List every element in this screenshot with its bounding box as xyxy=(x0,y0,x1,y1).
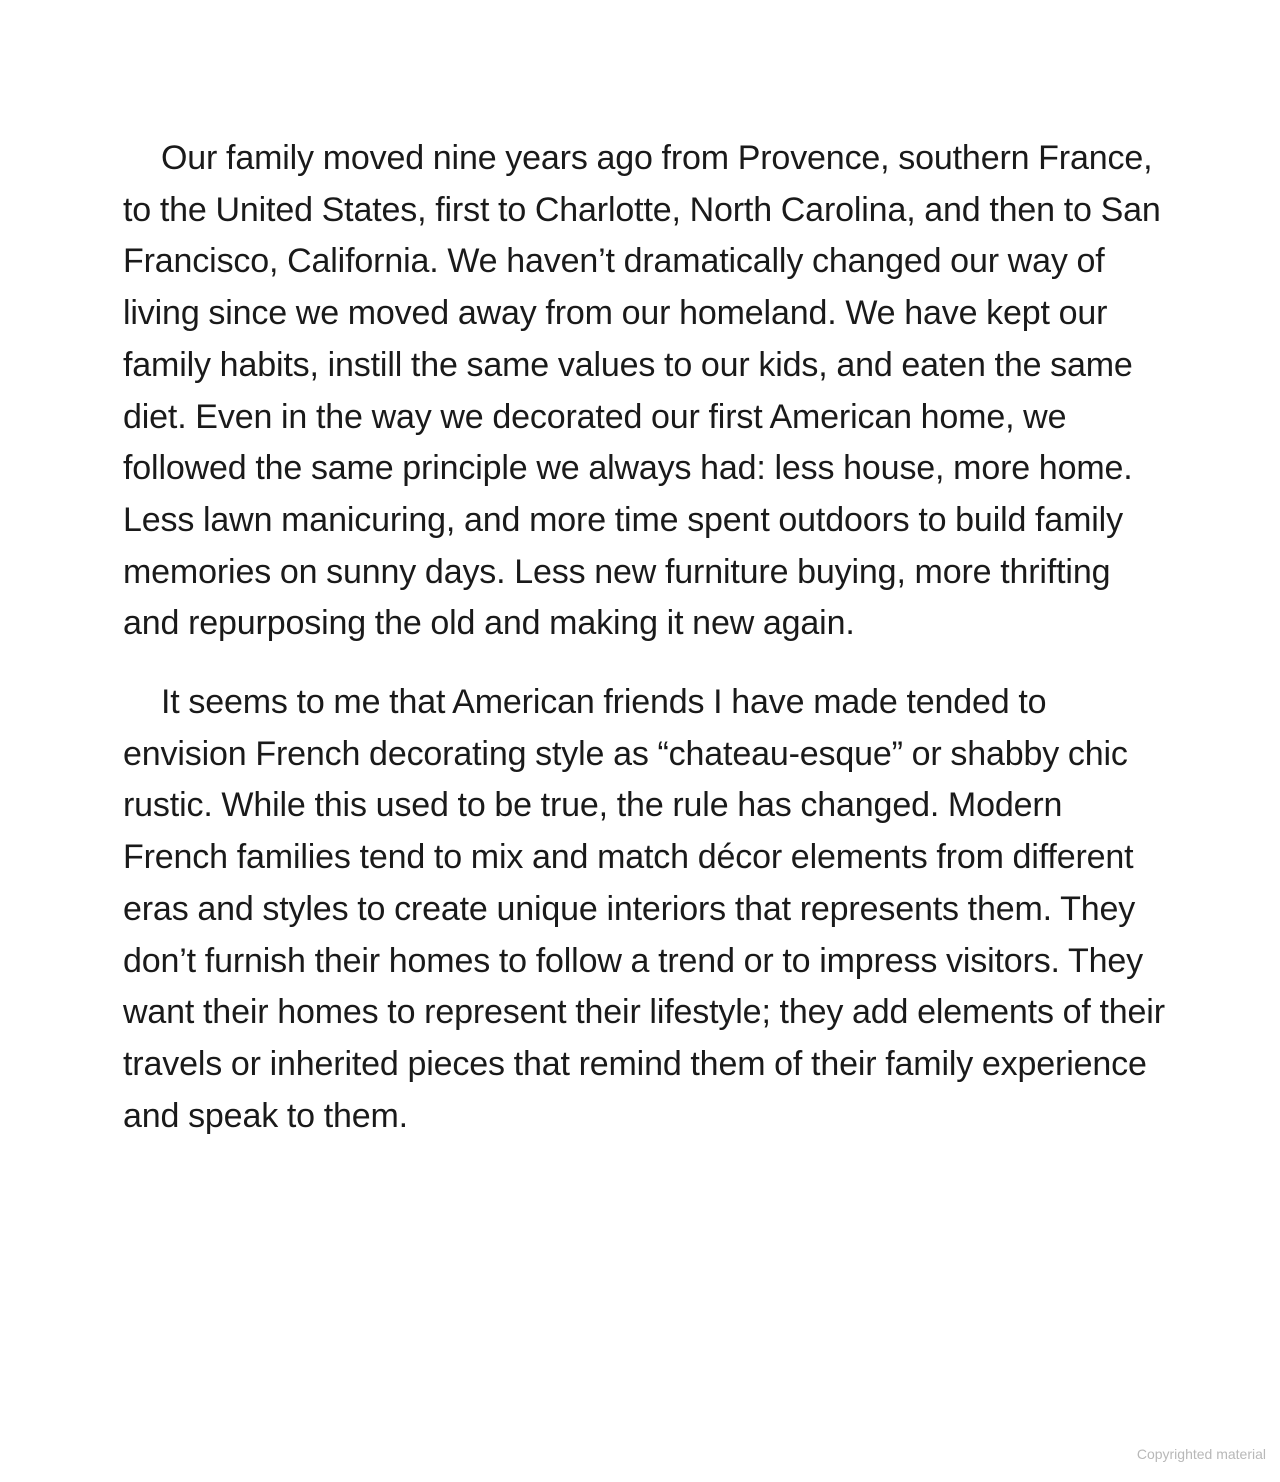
copyright-notice: Copyrighted material xyxy=(1136,1446,1266,1462)
page-body xyxy=(123,133,1168,1142)
paragraph-1: Our family moved nine years ago from Provence, southern France, to the United States, first to Charlotte, North Carolina, and then to San Francisco, California. We haven’t dramatically changed our way of living since we moved away from our homeland. We have kept our family habits, instill the same values to our kids, and eaten the same diet. Even in the way we decorated our first American home, we followed the same principle we always had: less house, more home. Less lawn manicuring, and more time spent outdoors to build family memories on sunny days. Less new furniture buying, more thrifting and repurposing the old and making it new again. xyxy=(123,139,1161,643)
paragraph-2: It seems to me that American friends I have made tended to envision French decorating style as “chateau-esque” or shabby chic rustic. While this used to be true, the rule has changed. Modern French families tend to mix and match décor elements from different eras and styles to create unique interiors that represents them. They don’t furnish their homes to follow a trend or to impress visitors. They want their homes to represent their lifestyle; they add elements of their travels or inherited pieces that remind them of their family experience and speak to them. xyxy=(123,683,1165,1135)
